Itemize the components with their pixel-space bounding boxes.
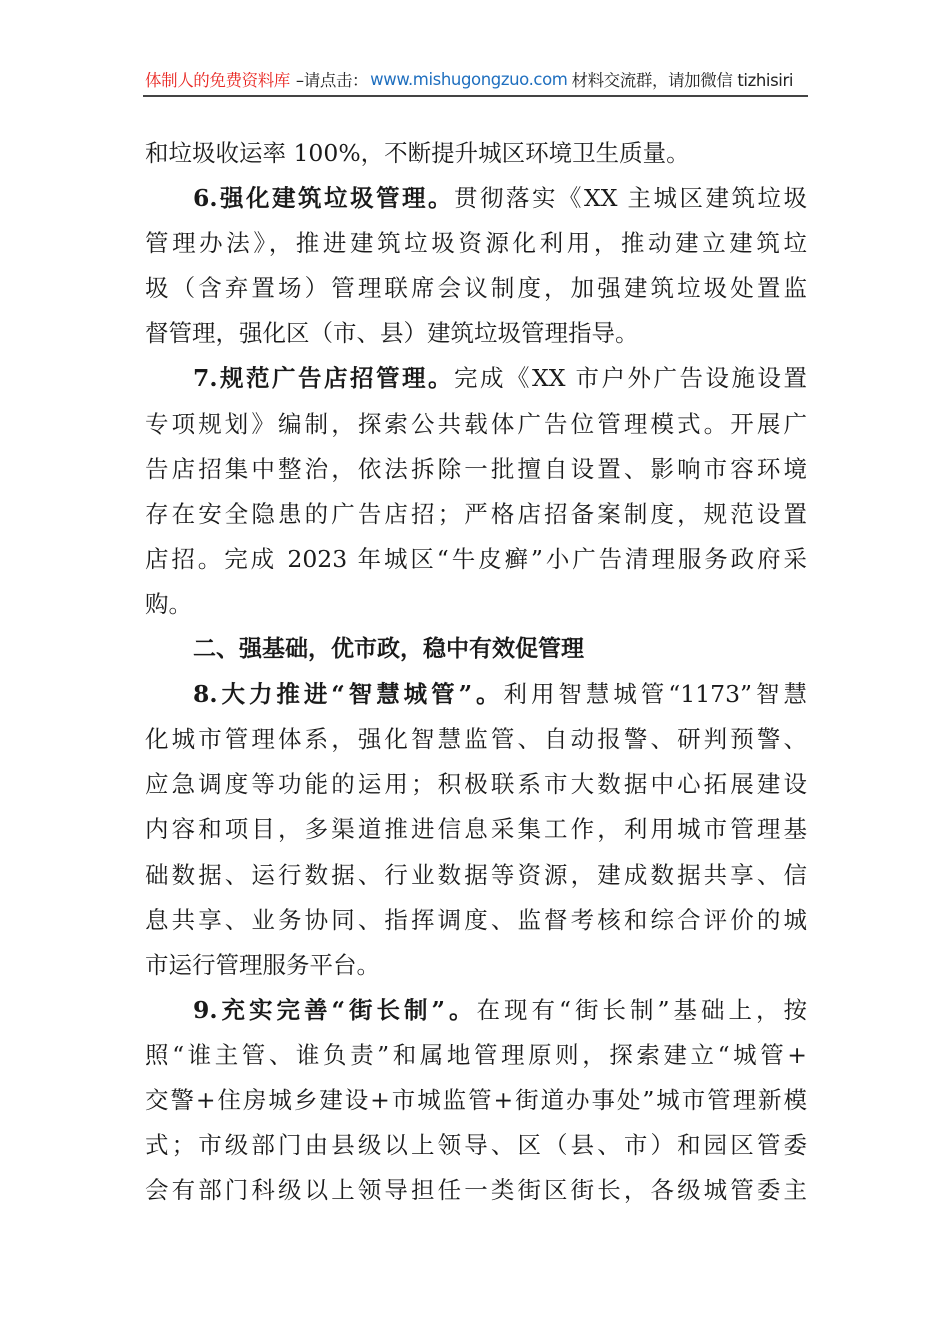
item-6-title: 6.强化建筑垃圾管理。 bbox=[193, 184, 455, 213]
header-website-link[interactable]: www.mishugongzuo.com bbox=[370, 69, 568, 89]
item-6-text: 贯彻落实《XX 主城区建筑垃圾 bbox=[454, 184, 807, 213]
document-body bbox=[145, 131, 807, 1213]
paragraph-line: 照“谁主管、谁负责”和属地管理原则，探索建立“城管+ bbox=[145, 1040, 807, 1069]
paragraph-line: 和垃圾收运率 100%，不断提升城区环境卫生质量。 bbox=[145, 139, 690, 167]
paragraph-line: 存在安全隐患的广告店招；严格店招备案制度，规范设置 bbox=[145, 499, 807, 528]
paragraph-line: 购。 bbox=[145, 589, 192, 618]
paragraph-line: 专项规划》编制，探索公共载体广告位管理模式。开展广 bbox=[145, 409, 807, 438]
paragraph-7-first-line bbox=[145, 356, 807, 401]
header-brand-text: 体制人的免费资料库 bbox=[145, 71, 290, 90]
paragraph-line: 础数据、运行数据、行业数据等资源，建成数据共享、信 bbox=[145, 860, 807, 889]
item-7-text: 完成《XX 市户外广告设施设置 bbox=[454, 364, 807, 393]
paragraph-line: 息共享、业务协同、指挥调度、监督考核和综合评价的城 bbox=[145, 905, 807, 934]
item-8-text: 利用智慧城管“1173”智慧 bbox=[503, 680, 807, 709]
item-9-title: 9.充实完善“街长制”。 bbox=[193, 995, 477, 1024]
item-9-text: 在现有“街长制”基础上，按 bbox=[476, 995, 807, 1024]
paragraph-line: 会有部门科级以上领导担任一类街区街长，各级城管委主 bbox=[145, 1176, 807, 1205]
paragraph-6-first-line bbox=[145, 176, 807, 221]
item-8-title: 8.大力推进“智慧城管”。 bbox=[193, 680, 504, 709]
header-wechat-text: 材料交流群，请加微信 tizhisiri bbox=[571, 71, 794, 90]
item-7-title: 7.规范广告店招管理。 bbox=[193, 364, 455, 393]
paragraph-line: 内容和项目，多渠道推进信息采集工作，利用城市管理基 bbox=[145, 815, 807, 844]
paragraph-line: 市运行管理服务平台。 bbox=[145, 950, 380, 979]
page-header-banner bbox=[145, 66, 807, 92]
paragraph-line: 式；市级部门由县级以上领导、区（县、市）和园区管委 bbox=[145, 1131, 807, 1160]
header-divider bbox=[143, 95, 808, 97]
section-heading: 二、强基础，优市政，稳中有效促管理 bbox=[193, 636, 584, 663]
paragraph-line: 督管理，强化区（市、县）建筑垃圾管理指导。 bbox=[145, 319, 639, 348]
paragraph-line: 管理办法》，推进建筑垃圾资源化利用，推动建立建筑垃 bbox=[145, 229, 807, 258]
paragraph-line: 告店招集中整治，依法拆除一批擅自设置、影响市容环境 bbox=[145, 454, 807, 483]
paragraph-line: 店招。完成 2023 年城区“牛皮癣”小广告清理服务政府采 bbox=[145, 544, 807, 573]
paragraph-9-first-line bbox=[145, 988, 807, 1033]
header-click-prompt: –请点击： bbox=[295, 71, 369, 90]
paragraph-8-first-line bbox=[145, 672, 807, 717]
paragraph-line: 圾（含弃置场）管理联席会议制度，加强建筑垃圾处置监 bbox=[145, 274, 807, 303]
paragraph-line: 应急调度等功能的运用；积极联系市大数据中心拓展建设 bbox=[145, 770, 807, 799]
paragraph-line: 交警+住房城乡建设+市城监管+街道办事处”城市管理新模 bbox=[145, 1085, 807, 1114]
paragraph-line: 化城市管理体系，强化智慧监管、自动报警、研判预警、 bbox=[145, 725, 807, 754]
